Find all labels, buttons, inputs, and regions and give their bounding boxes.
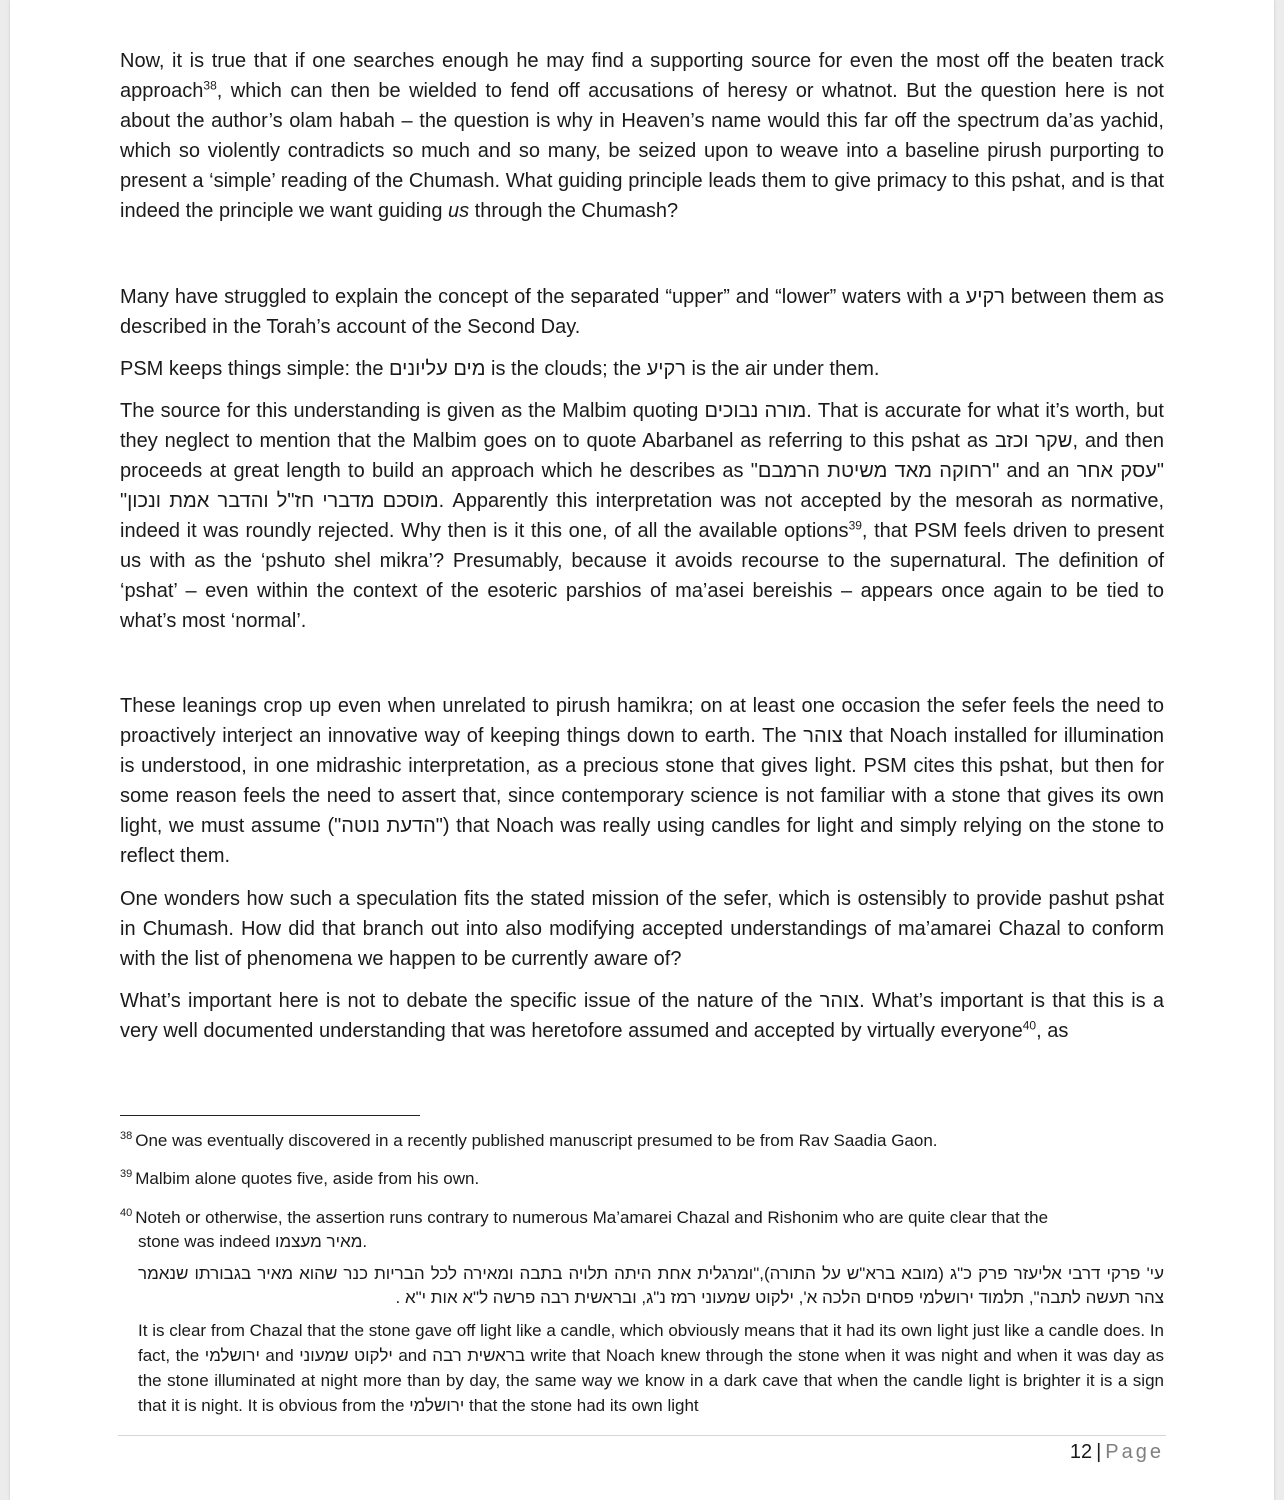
paragraph-7 [120, 986, 1164, 1046]
hebrew-term: מאיר מעצמו [275, 1232, 363, 1251]
text-run: that Noach installed for illumination is understood, in one midrashic interpretation, as a precious stone that gives light. PSM cites this pshat, but then for some reason feels the need to assert that, since contemporary science is not familiar with a stone that gives its own light, we must assume ( [120, 725, 1164, 837]
text-run: These leanings crop up even when unrelated to pirush hamikra; on at least one occasion the sefer feels the need to proactively interject an innovative way of keeping things down to earth. The [120, 695, 1164, 747]
hebrew-term: שקר וכזב [994, 430, 1073, 452]
hebrew-term: צוהר [819, 990, 860, 1012]
hebrew-quote: "רחוקה מאד משיטת הרמבם" [750, 460, 1000, 482]
paragraph-1 [120, 46, 1164, 226]
text-run: Many have struggled to explain the concept of the separated “upper” and “lower” waters with a [120, 286, 966, 308]
footnote-ref-38[interactable]: 38 [203, 78, 217, 93]
footer-separator: | [1096, 1441, 1102, 1463]
footnote-number: 40 [120, 1207, 133, 1220]
footnote-number: 38 [120, 1130, 133, 1143]
hebrew-term: צוהר [803, 725, 843, 747]
footnote-separator [120, 1115, 420, 1116]
text-run: Now, it is true that if one searches enough he may find a supporting source for even the most off the beaten track approach [120, 50, 1164, 102]
footnote-text: and [259, 1346, 300, 1365]
text-run: , and then proceeds at great length to build an approach which he describes as [120, 430, 1165, 482]
document-page [10, 0, 1274, 1500]
page-label: Page [1105, 1441, 1164, 1463]
text-run: The source for this understanding is given as the Malbim quoting [120, 400, 705, 422]
footnote-40-english [138, 1318, 1164, 1418]
footnote-number: 39 [120, 1168, 133, 1181]
footnote-38 [120, 1129, 1164, 1153]
footnote-ref-40[interactable]: 40 [1022, 1018, 1037, 1033]
text-run: and an [999, 460, 1077, 482]
paragraph-6 [120, 884, 1164, 974]
paragraph-2 [120, 282, 1164, 342]
text-run: One wonders how such a speculation fits the stated mission of the sefer, which is ostensibly to provide pashut pshat in Chumash. How did that branch out into also modifying accepted understandings of ma’amarei Chazal to conform with the list of phenomena we happen to be currently aware of? [120, 888, 1164, 970]
text-run: through the Chumash? [469, 200, 679, 222]
hebrew-term: מורה נבוכים [704, 400, 807, 422]
hebrew-quote: "הדעת נוטה" [334, 815, 443, 837]
hebrew-term: ירושלמי [204, 1346, 260, 1365]
footnote-text: that the stone had its own light [464, 1396, 699, 1415]
footnote-ref-39[interactable]: 39 [848, 518, 862, 533]
hebrew-quote: "עסק אחר מוסכם מדברי חז"ל והדבר אמת ונכון" [120, 460, 1165, 512]
footnote-text: and [392, 1346, 433, 1365]
footnote-text: write that Noach knew through the stone when it was night and when it was day as the stone illuminated at night more than by day, the same way we know in a dark cave that when the candle light is brighter it is a sign that it is night. It is obvious from the [138, 1346, 1165, 1415]
footnote-40 [120, 1206, 1164, 1254]
text-run: What’s important here is not to debate the specific issue of the nature of the [120, 990, 820, 1012]
page-footer [1070, 1441, 1164, 1464]
text-run: is the clouds; the [485, 358, 647, 380]
footnote-40-hebrew-quote: עי' פרקי דרבי אליעזר פרק כ"ג (מובא ברא"ש על התורה),"ומרגלית אחת היתה תלויה בתבה ומאירה לכל הבריות כנר שהוא מאיר בגבורתו שנאמר צהר תעשה לתבה", תלמוד ירושלמי פסחים הלכה א', ילקוט שמעוני רמז נ"ג, ובראשית רבה פרשה ל"א אות י"א . [138, 1264, 1164, 1307]
hebrew-term: ירושלמי [409, 1396, 465, 1415]
hebrew-term: רקיע [965, 286, 1005, 308]
hebrew-term: מים עליונים [389, 358, 486, 380]
text-run: , which can then be wielded to fend off accusations of heresy or whatnot. But the question here is not about the author’s olam habah – the question is why in Heaven’s name would this far off the spectrum da’as yachid, which so violently contradicts so much and so many, be seized upon to weave into a baseline pirush purporting to present a ‘simple’ reading of the Chumash. What guiding principle leads them to give primacy to this pshat, and is that indeed the principle we want guiding [120, 80, 1164, 222]
footnote-text: Malbim alone quotes five, aside from his own. [135, 1169, 480, 1188]
footnote-39 [120, 1167, 1164, 1191]
text-run: . That is accurate for what it’s worth, but they neglect to mention that the Malbim goes on to quote Abarbanel as referring to this pshat as [120, 400, 1164, 452]
text-run: ) that Noach was really using candles for light and simply relying on the stone to reflect them. [120, 815, 1164, 867]
text-run: is the air under them. [685, 358, 880, 380]
text-run: . What’s important is that this is a very well documented understanding that was heretofore assumed and accepted by virtually everyone [120, 990, 1165, 1042]
footnote-text: One was eventually discovered in a recently published manuscript presumed to be from Rav Saadia Gaon. [135, 1131, 938, 1150]
footnote-text: stone was indeed [138, 1232, 276, 1251]
hebrew-term: ילקוט שמעוני [299, 1346, 393, 1365]
footnote-text: Noteh or otherwise, the assertion runs contrary to numerous Ma’amarei Chazal and Rishonim who are quite clear that the [135, 1208, 1049, 1227]
text-run: . Apparently this interpretation was not accepted by the mesorah as normative, indeed it was roundly rejected. Why then is it this one, of all the available options [120, 490, 1164, 542]
emphasis: us [448, 200, 470, 222]
paragraph-4 [120, 396, 1164, 636]
footnote-text: . [362, 1232, 368, 1251]
text-run: , as [1036, 1020, 1069, 1042]
footnote-text: It is clear from Chazal that the stone gave off light like a candle, which obviously means that it had its own light just like a candle does. In fact, the [138, 1321, 1164, 1365]
hebrew-term: בראשית רבה [432, 1346, 526, 1365]
footer-rule [118, 1435, 1166, 1436]
hebrew-term: רקיע [646, 358, 686, 380]
page-number: 12 [1069, 1441, 1093, 1463]
text-run: between them as described in the Torah’s account of the Second Day. [120, 286, 1164, 338]
paragraph-3 [120, 354, 1164, 384]
text-run: , that PSM feels driven to present us with as the ‘pshuto shel mikra’? Presumably, because it avoids recourse to the supernatural. The definition of ‘pshat’ – even within the context of the esoteric parshios of ma’asei bereishis – appears once again to be tied to what’s most ‘normal’. [120, 520, 1164, 632]
paragraph-5 [120, 691, 1164, 871]
text-run: PSM keeps things simple: the [120, 358, 390, 380]
